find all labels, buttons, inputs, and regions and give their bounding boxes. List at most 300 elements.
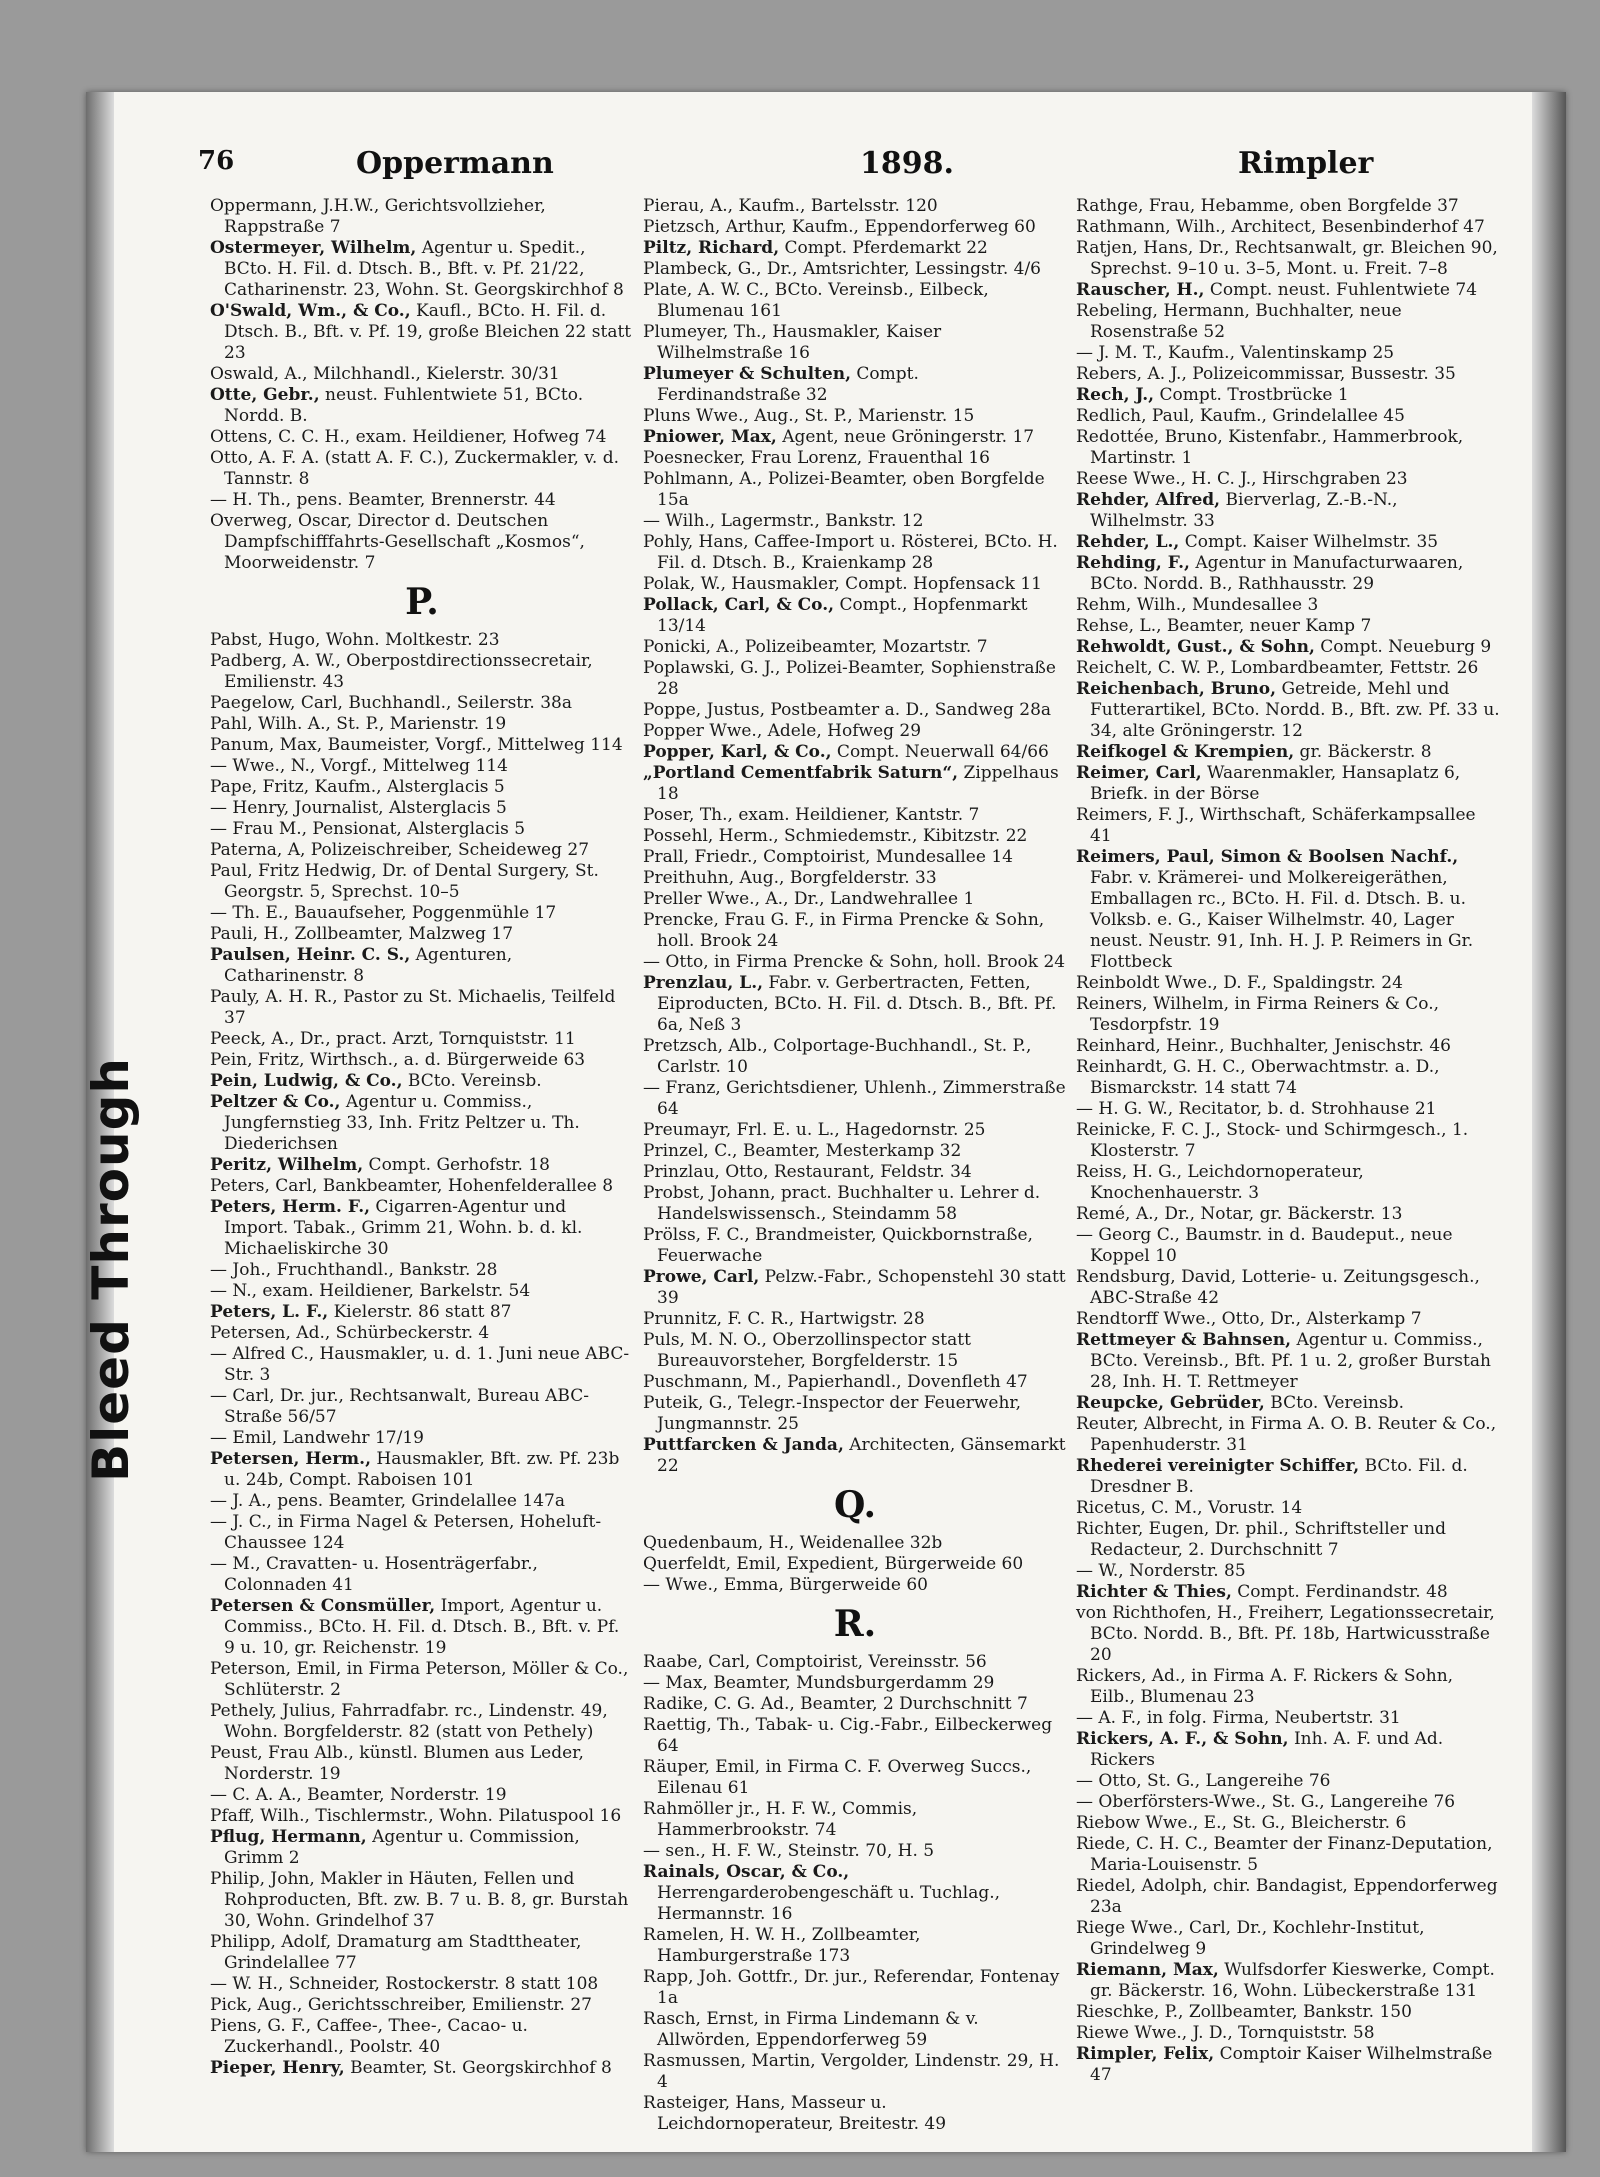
entry-text: Compt. Gerhofstr. 18 <box>363 1155 550 1175</box>
directory-entry <box>643 2093 1067 2135</box>
entry-name: Richter & Thies, <box>1076 1582 1232 1602</box>
entry-text: Prencke, Frau G. F., in Firma Prencke & Sohn, holl. Brook 24 <box>643 910 1045 951</box>
entry-name: Petersen & Consmüller, <box>210 1596 436 1616</box>
directory-entry <box>1076 1036 1500 1057</box>
entry-text: Reinhardt, G. H. C., Oberwachtmstr. a. D., Bismarckstr. 14 statt 74 <box>1076 1057 1440 1098</box>
entry-text: — J. C., in Firma Nagel & Petersen, Hoheluft-Chaussee 124 <box>210 1512 602 1553</box>
entry-text: Plate, A. W. C., BCto. Vereinsb., Eilbeck, Blumenau 161 <box>643 280 989 321</box>
directory-entry <box>643 574 1067 595</box>
directory-entry <box>210 1659 634 1701</box>
entry-text: Raettig, Th., Tabak- u. Cig.-Fabr., Eilbeckerweg 64 <box>643 1715 1053 1756</box>
entry-text: Radike, C. G. Ad., Beamter, 2 Durchschnitt 7 <box>643 1694 1028 1714</box>
entry-text: — Wwe., N., Vorgf., Mittelweg 114 <box>210 756 508 776</box>
entry-text: — C. A. A., Beamter, Norderstr. 19 <box>210 1785 507 1805</box>
entry-text: Zippelhaus 18 <box>657 763 1059 804</box>
entry-text: Fabr. v. Krämerei- und Molkereigeräthen, Emballagen rc., BCto. H. Fil. d. Dtsch. B. u. Volksb. e. G., Kaiser Wilhelmstr. 40, Lager neust. Neustr. 91, Inh. H. J. P. Reimers in Gr. Flottbeck <box>1090 868 1474 972</box>
entry-name: Prowe, Carl, <box>643 1267 760 1287</box>
directory-entry <box>1076 217 1500 238</box>
entry-text: — Th. E., Bauaufseher, Poggenmühle 17 <box>210 903 557 923</box>
directory-entry <box>210 1197 634 1260</box>
directory-entry <box>210 903 634 924</box>
directory-entry <box>643 1393 1067 1435</box>
entry-text: gr. Bäckerstr. 8 <box>1294 742 1432 762</box>
entry-text: — W., Norderstr. 85 <box>1076 1561 1246 1581</box>
entry-name: Paulsen, Heinr. C. S., <box>210 945 411 965</box>
entry-name: Prenzlau, L., <box>643 973 764 993</box>
entry-text: — Wwe., Emma, Bürgerweide 60 <box>643 1575 928 1595</box>
directory-entry <box>643 1925 1067 1967</box>
directory-entry <box>210 1995 634 2016</box>
directory-entry <box>1076 1498 1500 1519</box>
entry-text: Pauly, A. H. R., Pastor zu St. Michaelis, Teilfeld 37 <box>210 987 616 1028</box>
entry-text: BCto. Vereinsb. <box>402 1071 542 1091</box>
directory-entry <box>643 1141 1067 1162</box>
entry-text: — A. F., in folg. Firma, Neubertstr. 31 <box>1076 1708 1401 1728</box>
entry-text: — H. G. W., Recitator, b. d. Strohhause 21 <box>1076 1099 1437 1119</box>
entry-name: Riemann, Max, <box>1076 1960 1219 1980</box>
entry-text: Compt. Neuerwall 64/66 <box>831 742 1049 762</box>
entry-name: Pflug, Hermann, <box>210 1827 367 1847</box>
column-3 <box>1076 196 1509 2135</box>
directory-entry <box>210 1827 634 1869</box>
directory-entry <box>210 693 634 714</box>
entry-text: Rendtorff Wwe., Otto, Dr., Alsterkamp 7 <box>1076 1309 1422 1329</box>
directory-columns <box>210 196 1510 2135</box>
entry-text: — Frau M., Pensionat, Alsterglacis 5 <box>210 819 526 839</box>
entry-name: Rehder, L., <box>1076 532 1180 552</box>
entry-text: Rathge, Frau, Hebamme, oben Borgfelde 37 <box>1076 196 1459 216</box>
entry-name: Pollack, Carl, & Co., <box>643 595 835 615</box>
entry-text: Riewe Wwe., J. D., Tornquiststr. 58 <box>1076 2023 1375 2043</box>
directory-entry <box>210 1050 634 1071</box>
entry-text: von Richthofen, H., Freiherr, Legationssecretair, BCto. Nordd. B., Bft. Pf. 18b, Hartwicusstraße 20 <box>1076 1603 1495 1665</box>
directory-entry <box>210 945 634 987</box>
entry-text: Rasteiger, Hans, Masseur u. Leichdornoperateur, Breitestr. 49 <box>643 2093 947 2134</box>
directory-entry <box>643 889 1067 910</box>
entry-text: Prölss, F. C., Brandmeister, Quickbornstraße, Feuerwache <box>643 1225 1033 1266</box>
entry-text: Agentur u. Commiss., Jungfernstieg 33, Inh. Fritz Peltzer u. Th. Diederichsen <box>224 1092 580 1154</box>
directory-entry <box>1076 343 1500 364</box>
directory-entry <box>210 1491 634 1512</box>
column-2 <box>643 196 1076 2135</box>
directory-entry <box>210 756 634 777</box>
directory-entry <box>1076 1099 1500 1120</box>
entry-text: Rehse, L., Beamter, neuer Kamp 7 <box>1076 616 1372 636</box>
page-right-shadow <box>1532 92 1566 2152</box>
entry-text: Riede, C. H. C., Beamter der Finanz-Deputation, Maria-Louisenstr. 5 <box>1076 1834 1493 1875</box>
directory-entry <box>1076 2002 1500 2023</box>
entry-text: — M., Cravatten- u. Hosenträgerfabr., Colonnaden 41 <box>210 1554 538 1595</box>
directory-entry <box>643 763 1067 805</box>
directory-entry <box>643 1694 1067 1715</box>
entry-text: Rickers, Ad., in Firma A. F. Rickers & Sohn, Eilb., Blumenau 23 <box>1076 1666 1454 1707</box>
entry-text: Compt. Trostbrücke 1 <box>1154 385 1349 405</box>
entry-text: Redlich, Paul, Kaufm., Grindelallee 45 <box>1076 406 1405 426</box>
entry-name: Otte, Gebr., <box>210 385 320 405</box>
directory-entry <box>210 2058 634 2079</box>
directory-entry <box>210 511 634 574</box>
entry-text: Richter, Eugen, Dr. phil., Schriftsteller und Redacteur, 2. Durchschnitt 7 <box>1076 1519 1446 1560</box>
directory-entry <box>210 196 634 238</box>
entry-text: Riege Wwe., Carl, Dr., Kochlehr-Institut, Grindelweg 9 <box>1076 1918 1425 1959</box>
entry-text: Ponicki, A., Polizeibeamter, Mozartstr. 7 <box>643 637 988 657</box>
directory-entry <box>210 1785 634 1806</box>
entry-text: Compt. Ferdinandstraße 32 <box>657 364 919 405</box>
entry-text: Plambeck, G., Dr., Amtsrichter, Lessingstr. 4/6 <box>643 259 1041 279</box>
directory-entry <box>210 1428 634 1449</box>
entry-text: Popper Wwe., Adele, Hofweg 29 <box>643 721 922 741</box>
directory-page <box>82 92 1566 2152</box>
directory-entry <box>643 238 1067 259</box>
entry-text: Otto, A. F. A. (statt A. F. C.), Zuckermakler, v. d. Tannstr. 8 <box>210 448 620 489</box>
directory-entry <box>210 798 634 819</box>
entry-text: — J. M. T., Kaufm., Valentinskamp 25 <box>1076 343 1395 363</box>
entry-text: Peeck, A., Dr., pract. Arzt, Tornquiststr. 11 <box>210 1029 576 1049</box>
entry-name: Rech, J., <box>1076 385 1155 405</box>
entry-text: — Max, Beamter, Mundsburgerdamm 29 <box>643 1673 995 1693</box>
entry-text: Herrengarderobengeschäft u. Tuchlag., Hermannstr. 16 <box>657 1883 1001 1924</box>
entry-text: — N., exam. Heildiener, Barkelstr. 54 <box>210 1281 531 1301</box>
entry-text: Rendsburg, David, Lotterie- u. Zeitungsgesch., ABC-Straße 42 <box>1076 1267 1480 1308</box>
entry-text: Reichelt, C. W. P., Lombardbeamter, Fettstr. 26 <box>1076 658 1479 678</box>
entry-text: Ottens, C. C. H., exam. Heildiener, Hofweg 74 <box>210 427 607 447</box>
entry-text: Probst, Johann, pract. Buchhalter u. Lehrer d. Handelswissensch., Steindamm 58 <box>643 1183 1041 1224</box>
directory-entry <box>210 1449 634 1491</box>
entry-name: Rickers, A. F., & Sohn, <box>1076 1729 1289 1749</box>
directory-entry <box>643 637 1067 658</box>
entry-text: Prinzlau, Otto, Restaurant, Feldstr. 34 <box>643 1162 972 1182</box>
entry-name: Rhederei vereinigter Schiffer, <box>1076 1456 1360 1476</box>
directory-entry <box>1076 616 1500 637</box>
entry-text: Ramelen, H. W. H., Zollbeamter, Hamburgerstraße 173 <box>643 1925 921 1966</box>
directory-entry <box>210 1071 634 1092</box>
entry-text: — Otto, St. G., Langereihe 76 <box>1076 1771 1331 1791</box>
directory-entry <box>1076 1876 1500 1918</box>
entry-name: Rettmeyer & Bahnsen, <box>1076 1330 1292 1350</box>
entry-text: — W. H., Schneider, Rostockerstr. 8 statt 108 <box>210 1974 599 1994</box>
section-letter: R. <box>833 1603 877 1645</box>
entry-text: Rathmann, Wilh., Architect, Besenbinderhof 47 <box>1076 217 1485 237</box>
directory-entry <box>643 217 1067 238</box>
entry-text: Ricetus, C. M., Vorustr. 14 <box>1076 1498 1303 1518</box>
directory-entry <box>1076 301 1500 343</box>
entry-text: Cigarren-Agentur und Import. Tabak., Grimm 21, Wohn. b. d. kl. Michaeliskirche 30 <box>224 1197 583 1259</box>
entry-text: Agentur u. Spedit., BCto. H. Fil. d. Dtsch. B., Bft. v. Pf. 21/22, Catharinenstr. 23, Wohn. St. Georgskirchhof 8 <box>224 238 624 300</box>
directory-entry <box>210 1596 634 1659</box>
entry-text: Beamter, St. Georgskirchhof 8 <box>344 2058 612 2078</box>
directory-entry <box>210 1701 634 1743</box>
entry-text: Reiss, H. G., Leichdornoperateur, Knochenhauerstr. 3 <box>1076 1162 1364 1203</box>
directory-entry <box>1076 1330 1500 1393</box>
entry-name: Peltzer & Co., <box>210 1092 341 1112</box>
directory-entry <box>1076 1393 1500 1414</box>
directory-entry <box>1076 1666 1500 1708</box>
entry-text: Raabe, Carl, Comptoirist, Vereinsstr. 56 <box>643 1652 987 1672</box>
directory-entry <box>643 1309 1067 1330</box>
entry-text: Agentur u. Commission, Grimm 2 <box>224 1827 580 1868</box>
directory-entry <box>643 742 1067 763</box>
directory-entry <box>210 1974 634 1995</box>
entry-name: Rauscher, H., <box>1076 280 1205 300</box>
entry-text: Plumeyer, Th., Hausmakler, Kaiser Wilhelmstraße 16 <box>643 322 942 363</box>
directory-entry <box>643 1799 1067 1841</box>
entry-text: — J. A., pens. Beamter, Grindelallee 147a <box>210 1491 565 1511</box>
entry-name: Reimers, Paul, Simon & Boolsen Nachf., <box>1076 847 1459 867</box>
entry-text: Ratjen, Hans, Dr., Rechtsanwalt, gr. Bleichen 90, Sprechst. 9–10 u. 3–5, Mont. u. Freit. 7–8 <box>1076 238 1498 279</box>
directory-entry <box>210 1554 634 1596</box>
entry-text: Philipp, Adolf, Dramaturg am Stadttheater, Grindelallee 77 <box>210 1932 582 1973</box>
directory-entry <box>643 1435 1067 1477</box>
directory-entry <box>643 721 1067 742</box>
entry-name: Rehder, Alfred, <box>1076 490 1221 510</box>
directory-entry <box>1076 1162 1500 1204</box>
entry-text: Oswald, A., Milchhandl., Kielerstr. 30/31 <box>210 364 560 384</box>
directory-entry <box>643 196 1067 217</box>
entry-text: Riebow Wwe., E., St. G., Bleicherstr. 6 <box>1076 1813 1407 1833</box>
directory-entry <box>1076 1792 1500 1813</box>
directory-entry <box>643 280 1067 322</box>
directory-entry <box>643 1575 1067 1596</box>
entry-text: Rasch, Ernst, in Firma Lindemann & v. Allwörden, Eppendorferweg 59 <box>643 2009 979 2050</box>
entry-text: Pape, Fritz, Kaufm., Alsterglacis 5 <box>210 777 505 797</box>
directory-entry <box>643 910 1067 952</box>
directory-entry <box>1076 1771 1500 1792</box>
running-header <box>86 146 1566 190</box>
directory-entry <box>210 448 634 490</box>
section-letter: Q. <box>833 1484 877 1526</box>
directory-entry <box>1076 2023 1500 2044</box>
directory-entry <box>210 1512 634 1554</box>
entry-text: Piens, G. F., Caffee-, Thee-, Cacao- u. Zuckerhandl., Poolstr. 40 <box>210 2016 528 2057</box>
directory-entry <box>643 700 1067 721</box>
entry-name: Peters, L. F., <box>210 1302 329 1322</box>
entry-text: Polak, W., Hausmakler, Compt. Hopfensack 11 <box>643 574 1042 594</box>
entry-name: Reupcke, Gebrüder, <box>1076 1393 1265 1413</box>
directory-entry <box>1076 763 1500 805</box>
entry-text: Pfaff, Wilh., Tischlermstr., Wohn. Pilatuspool 16 <box>210 1806 622 1826</box>
entry-text: Rebeling, Hermann, Buchhalter, neue Rosenstraße 52 <box>1076 301 1402 342</box>
entry-name: Reifkogel & Krempien, <box>1076 742 1295 762</box>
directory-entry <box>643 595 1067 637</box>
entry-text: Querfeldt, Emil, Expedient, Bürgerweide 60 <box>643 1554 1024 1574</box>
directory-entry <box>1076 553 1500 595</box>
entry-text: Poesnecker, Frau Lorenz, Frauenthal 16 <box>643 448 990 468</box>
entry-text: — sen., H. F. W., Steinstr. 70, H. 5 <box>643 1841 935 1861</box>
entry-text: Peust, Frau Alb., künstl. Blumen aus Leder, Norderstr. 19 <box>210 1743 584 1784</box>
directory-entry <box>643 952 1067 973</box>
entry-text: Poplawski, G. J., Polizei-Beamter, Sophienstraße 28 <box>643 658 1056 699</box>
directory-entry <box>643 511 1067 532</box>
entry-text: Oppermann, J.H.W., Gerichtsvollzieher, Rappstraße 7 <box>210 196 546 237</box>
entry-text: Reuter, Albrecht, in Firma A. O. B. Reuter & Co., Papenhuderstr. 31 <box>1076 1414 1497 1455</box>
directory-entry <box>210 1932 634 1974</box>
entry-name: Peters, Herm. F., <box>210 1197 371 1217</box>
directory-entry <box>210 1092 634 1155</box>
directory-entry <box>643 259 1067 280</box>
entry-text: Pauli, H., Zollbeamter, Malzweg 17 <box>210 924 514 944</box>
directory-entry <box>1076 2044 1500 2086</box>
entry-text: Räuper, Emil, in Firma C. F. Overweg Succs., Eilenau 61 <box>643 1757 1032 1798</box>
directory-entry <box>1076 1267 1500 1309</box>
directory-entry <box>1076 1729 1500 1771</box>
directory-entry <box>1076 742 1500 763</box>
directory-entry <box>210 777 634 798</box>
entry-text: Preithuhn, Aug., Borgfelderstr. 33 <box>643 868 937 888</box>
entry-text: Pohly, Hans, Caffee-Import u. Rösterei, BCto. H. Fil. d. Dtsch. B., Kraienkamp 28 <box>643 532 1058 573</box>
entry-text: Pietzsch, Arthur, Kaufm., Eppendorferweg 60 <box>643 217 1036 237</box>
entry-text: Reinboldt Wwe., D. F., Spaldingstr. 24 <box>1076 973 1403 993</box>
entry-text: Reinhard, Heinr., Buchhalter, Jenischstr. 46 <box>1076 1036 1451 1056</box>
directory-entry <box>1076 1813 1500 1834</box>
directory-entry <box>643 1036 1067 1078</box>
directory-entry <box>643 1862 1067 1925</box>
entry-text: — Wilh., Lagermstr., Bankstr. 12 <box>643 511 924 531</box>
entry-text: Import, Agentur u. Commiss., BCto. H. Fil. d. Dtsch. B., Bft. v. Pf. 9 u. 10, gr. Reichenstr. 19 <box>224 1596 620 1658</box>
entry-text: Paul, Fritz Hedwig, Dr. of Dental Surgery, St. Georgstr. 5, Sprechst. 10–5 <box>210 861 599 902</box>
directory-entry <box>210 651 634 693</box>
entry-text: BCto. Vereinsb. <box>1264 1393 1405 1413</box>
entry-text: Pohlmann, A., Polizei-Beamter, oben Borgfelde 15a <box>643 469 1045 510</box>
directory-entry <box>210 630 634 651</box>
directory-entry <box>1076 1456 1500 1498</box>
entry-text: Pick, Aug., Gerichtsschreiber, Emilienstr. 27 <box>210 1995 592 2015</box>
directory-entry <box>210 861 634 903</box>
directory-entry <box>643 2051 1067 2093</box>
directory-entry <box>643 805 1067 826</box>
directory-entry <box>1076 973 1500 994</box>
directory-entry <box>643 364 1067 406</box>
directory-entry <box>1076 385 1500 406</box>
entry-text: Pein, Fritz, Wirthsch., a. d. Bürgerweide 63 <box>210 1050 586 1070</box>
header-left-word: Oppermann <box>356 146 554 181</box>
entry-text: Rapp, Joh. Gottfr., Dr. jur., Referendar, Fontenay 1a <box>643 1967 1060 2008</box>
directory-entry <box>1076 805 1500 847</box>
entry-text: Panum, Max, Baumeister, Vorgf., Mittelweg 114 <box>210 735 623 755</box>
entry-text: BCto. Fil. d. Dresdner B. <box>1090 1456 1468 1497</box>
directory-entry <box>643 1372 1067 1393</box>
entry-text: Prunnitz, F. C. R., Hartwigstr. 28 <box>643 1309 925 1329</box>
entry-text: — Alfred C., Hausmakler, u. d. 1. Juni neue ABC-Str. 3 <box>210 1344 630 1385</box>
entry-name: Petersen, Herm., <box>210 1449 372 1469</box>
directory-entry <box>643 826 1067 847</box>
directory-entry <box>1076 532 1500 553</box>
entry-name: Reichenbach, Bruno, <box>1076 679 1277 699</box>
directory-entry <box>643 1757 1067 1799</box>
entry-text: Compt. Neueburg 9 <box>1314 637 1492 657</box>
directory-entry <box>210 2016 634 2058</box>
entry-text: Fabr. v. Gerbertracten, Fetten, Eiproducten, BCto. H. Fil. d. Dtsch. B., Bft. Pf. 6a, Neß 3 <box>657 973 1057 1035</box>
directory-entry <box>210 427 634 448</box>
entry-name: Reimer, Carl, <box>1076 763 1202 783</box>
directory-entry <box>210 1176 634 1197</box>
entry-text: Pluns Wwe., Aug., St. P., Marienstr. 15 <box>643 406 975 426</box>
directory-entry <box>643 1267 1067 1309</box>
entry-text: Agentur u. Commiss., BCto. Vereinsb., Bft. Pf. 1 u. 2, großer Burstah 28, Inh. H. T. Rettmeyer <box>1090 1330 1491 1392</box>
directory-entry <box>210 490 634 511</box>
directory-entry <box>1076 1414 1500 1456</box>
entry-text: Agent, neue Gröningerstr. 17 <box>776 427 1035 447</box>
directory-entry <box>1076 469 1500 490</box>
directory-entry <box>1076 658 1500 679</box>
entry-text: — Henry, Journalist, Alsterglacis 5 <box>210 798 507 818</box>
directory-entry <box>210 987 634 1029</box>
entry-text: Reese Wwe., H. C. J., Hirschgraben 23 <box>1076 469 1408 489</box>
directory-entry <box>1076 595 1500 616</box>
directory-entry <box>1076 280 1500 301</box>
directory-entry <box>643 406 1067 427</box>
entry-text: Puschmann, M., Papierhandl., Dovenfleth 47 <box>643 1372 1028 1392</box>
entry-text: Rebers, A. J., Polizeicommissar, Bussestr. 35 <box>1076 364 1456 384</box>
directory-entry <box>210 924 634 945</box>
entry-text: Peters, Carl, Bankbeamter, Hohenfelderallee 8 <box>210 1176 614 1196</box>
directory-entry <box>643 847 1067 868</box>
entry-text: Pierau, A., Kaufm., Bartelsstr. 120 <box>643 196 938 216</box>
directory-entry <box>1076 1708 1500 1729</box>
directory-entry <box>643 1673 1067 1694</box>
entry-name: Pein, Ludwig, & Co., <box>210 1071 403 1091</box>
directory-entry <box>1076 637 1500 658</box>
directory-entry <box>1076 1834 1500 1876</box>
directory-entry <box>643 1225 1067 1267</box>
entry-name: Rehwoldt, Gust., & Sohn, <box>1076 637 1315 657</box>
entry-text: Rasmussen, Martin, Vergolder, Lindenstr. 29, H. 4 <box>643 2051 1060 2092</box>
directory-entry <box>1076 1918 1500 1960</box>
directory-entry <box>643 2009 1067 2051</box>
header-right-word: Rimpler <box>1238 146 1374 181</box>
directory-entry <box>643 532 1067 574</box>
entry-text: — Otto, in Firma Prencke & Sohn, holl. Brook 24 <box>643 952 1066 972</box>
directory-entry <box>1076 427 1500 469</box>
directory-entry <box>643 448 1067 469</box>
entry-name: Ostermeyer, Wilhelm, <box>210 238 417 258</box>
directory-entry <box>210 1155 634 1176</box>
entry-text: — Georg C., Baumstr. in d. Baudeput., neue Koppel 10 <box>1076 1225 1453 1266</box>
entry-text: Kielerstr. 86 statt 87 <box>328 1302 512 1322</box>
directory-entry <box>210 238 634 301</box>
directory-entry <box>210 1281 634 1302</box>
directory-entry <box>210 1344 634 1386</box>
entry-text: Bierverlag, Z.-B.-N., Wilhelmstr. 33 <box>1090 490 1398 531</box>
directory-entry <box>1076 406 1500 427</box>
directory-entry <box>643 1554 1067 1575</box>
entry-name: Popper, Karl, & Co., <box>643 742 832 762</box>
entry-text: — Oberförsters-Wwe., St. G., Langereihe 76 <box>1076 1792 1456 1812</box>
directory-entry <box>210 714 634 735</box>
entry-text: — Franz, Gerichtsdiener, Uhlenh., Zimmerstraße 64 <box>643 1078 1066 1119</box>
entry-name: Piltz, Richard, <box>643 238 780 258</box>
entry-text: neust. Fuhlentwiete 51, BCto. Nordd. B. <box>224 385 584 426</box>
entry-text: Agentur in Manufacturwaaren, BCto. Nordd. B., Rathhausstr. 29 <box>1090 553 1464 594</box>
directory-entry <box>210 301 634 364</box>
entry-text: Reinicke, F. C. J., Stock- und Schirmgesch., 1. Klosterstr. 7 <box>1076 1120 1469 1161</box>
directory-entry <box>1076 1519 1500 1561</box>
directory-entry <box>1076 1225 1500 1267</box>
header-year: 1898. <box>860 146 954 181</box>
entry-name: Pieper, Henry, <box>210 2058 345 2078</box>
entry-text: Reiners, Wilhelm, in Firma Reiners & Co., Tesdorpfstr. 19 <box>1076 994 1440 1035</box>
directory-entry <box>643 1841 1067 1862</box>
entry-text: Rieschke, P., Zollbeamter, Bankstr. 150 <box>1076 2002 1412 2022</box>
directory-entry <box>643 1967 1067 2009</box>
entry-text: Philip, John, Makler in Häuten, Fellen und Rohproducten, Bft. zw. B. 7 u. B. 8, gr. Burstah 30, Wohn. Grindelhof 37 <box>210 1869 629 1931</box>
entry-text: Riedel, Adolph, chir. Bandagist, Eppendorferweg 23a <box>1076 1876 1498 1917</box>
directory-entry <box>210 364 634 385</box>
directory-entry <box>210 840 634 861</box>
directory-entry <box>1076 238 1500 280</box>
entry-text: Peterson, Emil, in Firma Peterson, Möller & Co., Schlüterstr. 2 <box>210 1659 629 1700</box>
entry-text: Rahmöller jr., H. F. W., Commis, Hammerbrookstr. 74 <box>643 1799 918 1840</box>
directory-entry <box>643 1715 1067 1757</box>
